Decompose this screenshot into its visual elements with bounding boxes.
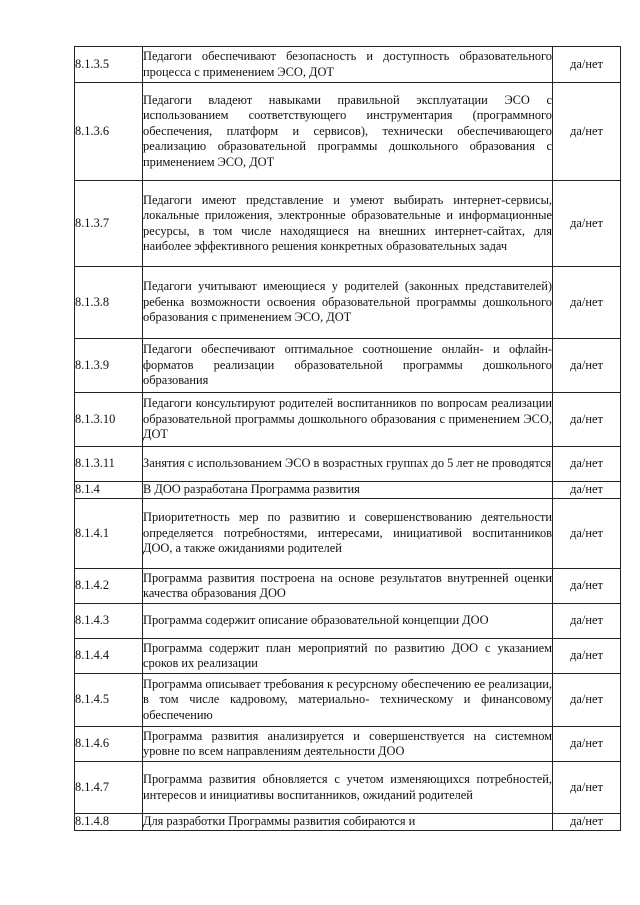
row-code: 8.1.3.9: [75, 339, 143, 393]
row-text: Педагоги имеют представление и умеют выбирать интернет-сервисы, локальные приложения, электронные образовательные и информационные ресурсы, в том числе находящиеся на внешних интернет-сайтах, для наиболее эффективного решения конкретных образовательных задач: [143, 181, 553, 267]
row-answer: да/нет: [553, 499, 621, 569]
row-text: В ДОО разработана Программа развития: [143, 482, 553, 499]
row-answer: да/нет: [553, 814, 621, 831]
table-row: [75, 639, 621, 674]
row-code: 8.1.4.3: [75, 604, 143, 639]
table-row: [75, 674, 621, 727]
row-answer: да/нет: [553, 181, 621, 267]
table-row: [75, 393, 621, 447]
row-answer: да/нет: [553, 83, 621, 181]
row-code: 8.1.3.11: [75, 447, 143, 482]
row-code: 8.1.4.5: [75, 674, 143, 727]
table-row: [75, 814, 621, 831]
table-row: [75, 727, 621, 762]
criteria-table: [74, 46, 621, 831]
row-text: Педагоги учитывают имеющиеся у родителей (законных представителей) ребенка возможности освоения образовательной программы дошкольного образования с применением ЭСО, ДОТ: [143, 267, 553, 339]
row-text: Педагоги владеют навыками правильной эксплуатации ЭСО с использованием соответствующего инструментария (программного обеспечения, платформ и сервисов), технически обеспечивающего реализацию образовательной программы дошкольного образования с применением ЭСО, ДОТ: [143, 83, 553, 181]
row-code: 8.1.4.2: [75, 569, 143, 604]
row-code: 8.1.3.6: [75, 83, 143, 181]
row-text: Программа развития обновляется с учетом изменяющихся потребностей, интересов и инициативы воспитанников, ожиданий родителей: [143, 762, 553, 814]
table-row: [75, 604, 621, 639]
table-row: [75, 482, 621, 499]
row-text: Программа содержит описание образовательной концепции ДОО: [143, 604, 553, 639]
row-answer: да/нет: [553, 47, 621, 83]
row-code: 8.1.3.7: [75, 181, 143, 267]
table-row: [75, 447, 621, 482]
row-text: Занятия с использованием ЭСО в возрастных группах до 5 лет не проводятся: [143, 447, 553, 482]
table-row: [75, 267, 621, 339]
row-answer: да/нет: [553, 674, 621, 727]
row-code: 8.1.3.10: [75, 393, 143, 447]
row-text: Программа описывает требования к ресурсному обеспечению ее реализации, в том числе кадровому, материально- техническому и финансовому обеспечению: [143, 674, 553, 727]
row-code: 8.1.3.8: [75, 267, 143, 339]
row-text: Педагоги консультируют родителей воспитанников по вопросам реализации образовательной программы дошкольного образования с применением ЭСО, ДОТ: [143, 393, 553, 447]
row-answer: да/нет: [553, 339, 621, 393]
table-row: [75, 569, 621, 604]
row-code: 8.1.3.5: [75, 47, 143, 83]
row-answer: да/нет: [553, 639, 621, 674]
table-row: [75, 499, 621, 569]
row-text: Приоритетность мер по развитию и совершенствованию деятельности определяется потребностями, интересами, инициативой воспитанников ДОО, а также ожиданиями родителей: [143, 499, 553, 569]
row-text: Программа развития анализируется и совершенствуется на системном уровне по всем направлениям деятельности ДОО: [143, 727, 553, 762]
table-row: [75, 181, 621, 267]
row-code: 8.1.4.7: [75, 762, 143, 814]
row-answer: да/нет: [553, 762, 621, 814]
table-row: [75, 339, 621, 393]
row-answer: да/нет: [553, 267, 621, 339]
table-row: [75, 762, 621, 814]
row-answer: да/нет: [553, 604, 621, 639]
row-text: Педагоги обеспечивают оптимальное соотношение онлайн- и офлайн-форматов реализации образовательной программы дошкольного образования: [143, 339, 553, 393]
row-code: 8.1.4.1: [75, 499, 143, 569]
row-answer: да/нет: [553, 569, 621, 604]
row-text: Педагоги обеспечивают безопасность и доступность образовательного процесса с применением ЭСО, ДОТ: [143, 47, 553, 83]
table-row: [75, 47, 621, 83]
row-code: 8.1.4.6: [75, 727, 143, 762]
row-answer: да/нет: [553, 727, 621, 762]
row-answer: да/нет: [553, 393, 621, 447]
table-row: [75, 83, 621, 181]
row-code: 8.1.4.8: [75, 814, 143, 831]
row-text: Для разработки Программы развития собираются и: [143, 814, 553, 831]
criteria-table-body: [75, 47, 621, 831]
row-code: 8.1.4.4: [75, 639, 143, 674]
row-answer: да/нет: [553, 447, 621, 482]
row-text: Программа содержит план мероприятий по развитию ДОО с указанием сроков их реализации: [143, 639, 553, 674]
row-answer: да/нет: [553, 482, 621, 499]
row-text: Программа развития построена на основе результатов внутренней оценки качества образования ДОО: [143, 569, 553, 604]
row-code: 8.1.4: [75, 482, 143, 499]
